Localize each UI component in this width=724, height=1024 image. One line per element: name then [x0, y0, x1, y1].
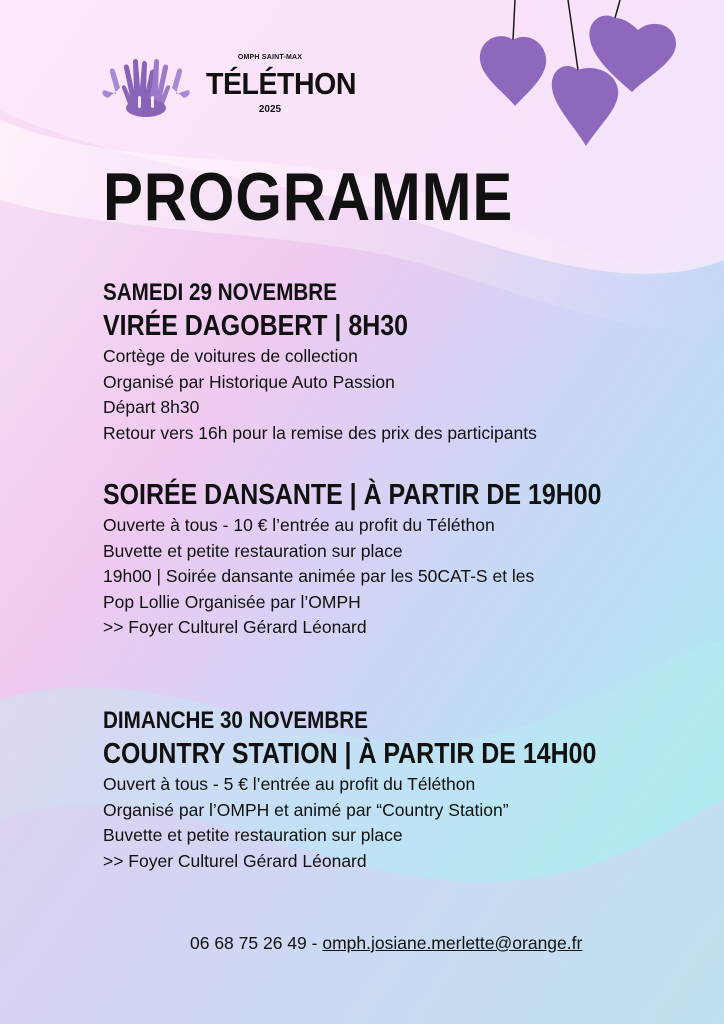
- section-soiree: [103, 477, 683, 641]
- event-detail: Retour vers 16h pour la remise des prix des participants: [103, 422, 537, 443]
- section-saturday: [103, 278, 683, 446]
- event-detail: Ouverte à tous - 10 € l’entrée au profit du Téléthon: [103, 515, 495, 535]
- section-sunday: [103, 706, 683, 874]
- section-date: SAMEDI 29 NOVEMBRE: [103, 279, 337, 306]
- event-name: TÉLÉTHON: [206, 66, 357, 101]
- hanging-hearts-icon: [470, 0, 690, 150]
- organization-name: OMPH SAINT-MAX: [237, 54, 303, 61]
- event-detail: Départ 8h30: [103, 397, 200, 417]
- contact-email-link[interactable]: omph.josiane.merlette@orange.fr: [322, 933, 583, 953]
- event-detail: Pop Lollie Organisée par l’OMPH: [103, 591, 361, 612]
- contact-phone: 06 68 75 26 49: [190, 933, 307, 953]
- event-detail: Buvette et petite restauration sur place: [103, 540, 403, 561]
- event-detail: >> Foyer Culturel Gérard Léonard: [103, 850, 367, 871]
- event-detail: Cortège de voitures de collection: [103, 346, 358, 366]
- event-detail: Buvette et petite restauration sur place: [103, 825, 403, 845]
- section-event-title: COUNTRY STATION | À PARTIR DE 14H00: [103, 738, 597, 770]
- section-date: DIMANCHE 30 NOVEMBRE: [103, 707, 368, 734]
- section-event-title: VIRÉE DAGOBERT | 8H30: [103, 310, 408, 342]
- hands-logo-icon: [100, 58, 192, 120]
- page-title: PROGRAMME: [103, 159, 514, 235]
- event-detail: 19h00 | Soirée dansante animée par les 50CAT-S et les: [103, 566, 535, 586]
- event-year: 2025: [258, 104, 282, 115]
- telethon-logo: [100, 52, 360, 124]
- contact-separator: -: [306, 933, 323, 953]
- event-detail: Organisé par Historique Auto Passion: [103, 371, 395, 392]
- event-detail: >> Foyer Culturel Gérard Léonard: [103, 617, 367, 637]
- contact-line: [190, 933, 582, 954]
- section-event-title: SOIRÉE DANSANTE | À PARTIR DE 19H00: [103, 479, 602, 511]
- event-detail: Organisé par l’OMPH et animé par “Country Station”: [103, 799, 509, 820]
- event-detail: Ouvert à tous - 5 € l’entrée au profit du Téléthon: [103, 774, 476, 794]
